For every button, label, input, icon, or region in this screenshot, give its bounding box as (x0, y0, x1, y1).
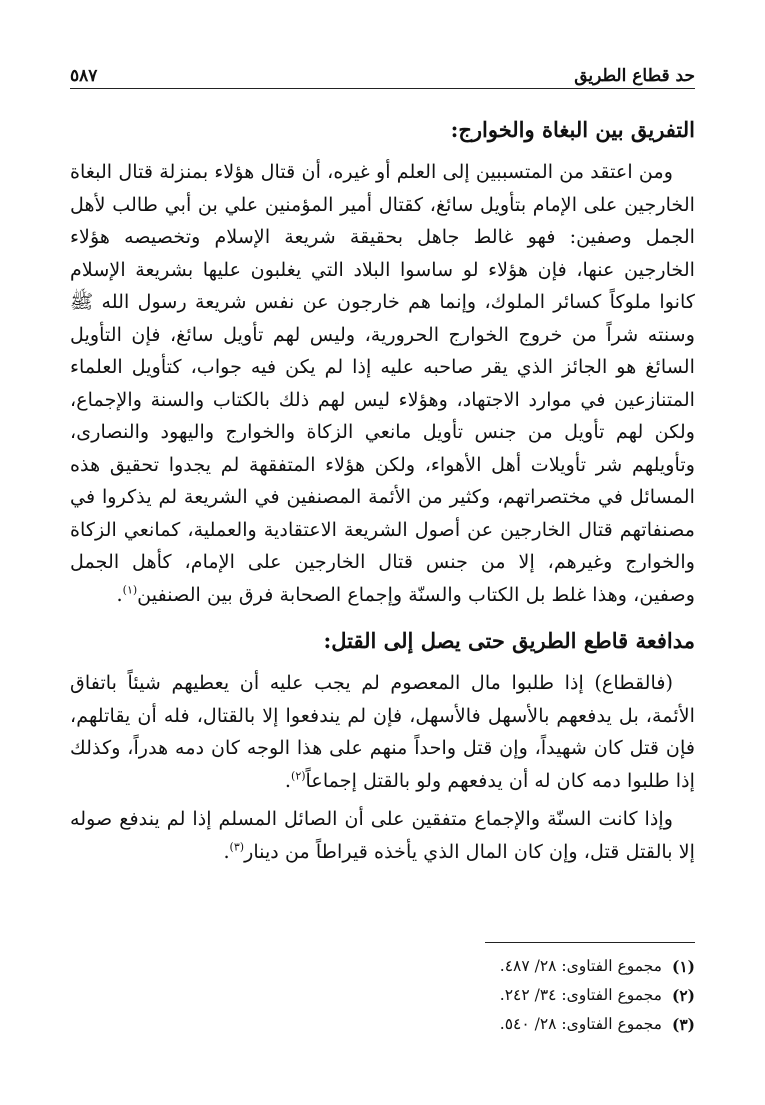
footnote-ref[interactable]: (٣) (229, 840, 245, 854)
running-head (70, 56, 695, 86)
section-heading: مدافعة قاطع الطريق حتى يصل إلى القتل: (323, 628, 695, 653)
footnote-rule (485, 942, 695, 943)
footnote-text: مجموع الفتاوى: ٢٨/ ٥٤٠. (499, 1015, 662, 1033)
paragraph (70, 667, 695, 797)
paragraph (70, 156, 695, 611)
footnotes (70, 952, 695, 1039)
paragraph-end: . (116, 582, 123, 606)
footnote-ref[interactable]: (٢) (291, 769, 306, 783)
paragraph-text: وإذا كانت السنّة والإجماع متفقين على أن الصائل المسلم إذا لم يندفع صوله إلا بالقتل قتل، وإن كان المال الذي يأخذه قيراطاً من دينار (70, 807, 695, 863)
section-heading: التفريق بين البغاة والخوارج: (450, 117, 695, 142)
paragraph (70, 803, 695, 868)
footnote-ref[interactable]: (١) (122, 583, 138, 597)
footnote (70, 1010, 695, 1039)
header-rule (70, 88, 695, 89)
footnote (70, 981, 695, 1010)
paragraph-end: . (223, 839, 230, 863)
footnote-text: مجموع الفتاوى: ٣٤/ ٢٤٢. (499, 986, 662, 1004)
footnote-text: مجموع الفتاوى: ٢٨/ ٤٨٧. (499, 957, 662, 975)
main-text (70, 110, 695, 868)
running-title: حد قطاع الطريق (574, 66, 695, 86)
footnote-number: (٢) (671, 986, 695, 1005)
footnote-number: (١) (671, 957, 695, 976)
paragraph-end: . (284, 768, 292, 792)
paragraph-text: (فالقطاع) إذا طلبوا مال المعصوم لم يجب عليه أن يعطيهم شيئاً باتفاق الأئمة، بل يدفعهم بالأسهل فالأسهل، فإن لم يندفعوا إلا بالقتال، فله أن يقاتلهم، فإن قتل كان شهيداً، وإن قتل واحداً منهم على هذا الوجه كان دمه هدراً، وكذلك إذا طلبوا دمه كان له أن يدفعهم ولو بالقتل إجماعاً (70, 671, 695, 792)
page-number: ٥٨٧ (70, 66, 98, 86)
paragraph-text: ومن اعتقد من المتسببين إلى العلم أو غيره، أن قتال هؤلاء بمنزلة قتال البغاة الخارجين على الإمام بتأويل سائغ، كقتال أمير المؤمنين علي بن أبي طالب لأهل الجمل وصفين: فهو غالط جاهل بحقيقة شريعة الإسلام وتخصيصه هؤلاء الخارجين عنها، فإن هؤلاء لو ساسوا البلاد التي يغلبون عليها بشريعة الإسلام كانوا ملوكاً كسائر الملوك، وإنما هم خارجون عن نفس شريعة رسول الله ﷺ وسنته شراً من خروج الخوارج الحرورية، وليس لهم تأويل سائغ، فإن التأويل السائغ هو الجائز الذي يقر صاحبه عليه إذا لم يكن فيه جواب، كتأويل العلماء المتنازعين في موارد الاجتهاد، وهؤلاء ليس لهم ذلك بالكتاب والسنة والإجماع، ولكن لهم تأويل من جنس تأويل مانعي الزكاة والخوارج واليهود والنصارى، وتأويلهم شر تأويلات أهل الأهواء، ولكن هؤلاء المتفقهة لم يجدوا تحقيق هذه المسائل في مختصراتهم، وكثير من الأئمة المصنفين في الشريعة لم يذكروا في مصنفاتهم قتال الخارجين عن أصول الشريعة الاعتقادية والعملية، كمانعي الزكاة والخوارج وغيرهم، إلا من جنس قتال الخارجين على الإمام، كأهل الجمل وصفين، وهذا غلط بل الكتاب والسنّة وإجماع الصحابة فرق بين الصنفين (70, 160, 695, 606)
footnote-number: (٣) (671, 1015, 695, 1034)
footnote (70, 952, 695, 981)
